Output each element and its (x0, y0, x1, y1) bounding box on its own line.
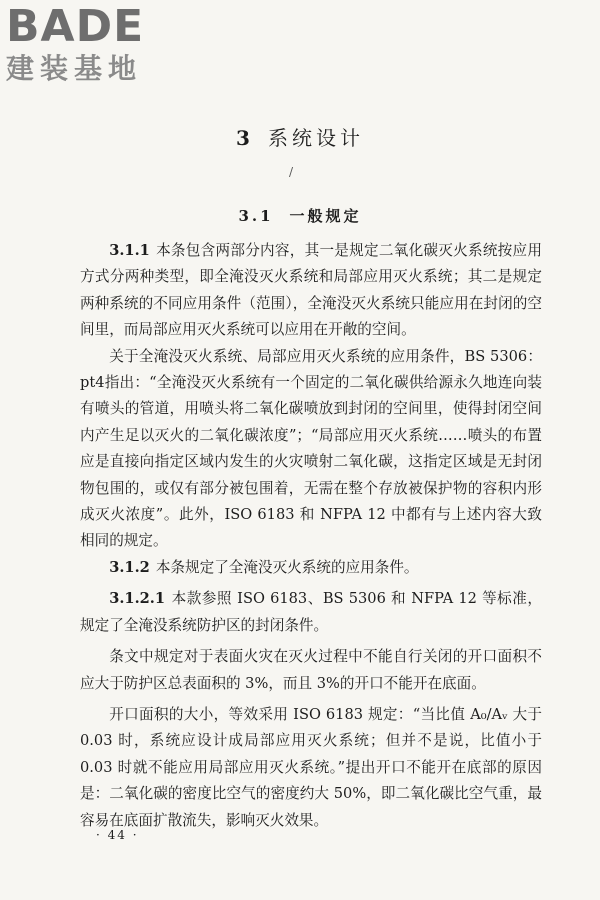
paragraph (80, 644, 542, 697)
paragraph-text: 本款参照 ISO 6183、BS 5306 和 NFPA 12 等标准，规定了全淹没系统防护区的封闭条件。 (80, 590, 542, 634)
chapter-title (0, 122, 600, 151)
stray-mark: / (289, 165, 294, 179)
clause-number: 3.1.2 (109, 558, 150, 576)
page-number: · 44 · (96, 828, 139, 842)
chapter-number: 3 (236, 126, 254, 150)
paragraph (80, 555, 542, 581)
section-title (0, 205, 600, 226)
paragraph (80, 238, 542, 344)
clause-number: 3.1.1 (109, 242, 150, 259)
paragraph-text: 关于全淹没灭火系统、局部应用灭火系统的应用条件，BS 5306：pt4指出：“全淹没灭火系统有一个固定的二氧化碳供给源永久地连向装有喷头的管道，用喷头将二氧化碳喷放到封闭的空间里，使得封闭空间内产生足以灭火的二氧化碳浓度”；“局部应用灭火系统……喷头的布置应是直接向指定区域内发生的火灾喷射二氧化碳，这指定区域是无封闭物包围的，或仅有部分被包围着，无需在整个存放被保护物的容积内形成灭火浓度”。此外，ISO 6183 和 NFPA 12 中都有与上述内容大致相同的规定。 (80, 347, 542, 550)
paragraph (80, 702, 542, 834)
paragraph (80, 344, 542, 555)
logo-subtitle: 建装基地 (6, 52, 143, 85)
bade-logo (6, 1, 176, 86)
paragraph-text: 开口面积的大小，等效采用 ISO 6183 规定：“当比值 A₀/Aᵥ 大于 0.03 时，系统应设计成局部应用灭火系统；但并不是说，比值小于 0.03 时就不能应用局部应用灭火系统。”提出开口不能开在底部的原因是：二氧化碳的密度比空气的密度约大 50%，即二氧化碳比空气重，最容易在底面扩散流失，影响灭火效果。 (80, 705, 542, 829)
paragraph-text: 条文中规定对于表面火灾在灭火过程中不能自行关闭的开口面积不应大于防护区总表面积的 3%，而且 3%的开口不能开在底面。 (80, 648, 542, 692)
clause-number: 3.1.2.1 (109, 590, 166, 608)
chapter-title-text: 系统设计 (267, 126, 364, 150)
body-text (80, 238, 542, 834)
paragraph-text: 本条包含两部分内容，其一是规定二氧化碳灭火系统按应用方式分两种类型，即全淹没灭火系统和局部应用灭火系统；其二是规定两种系统的不同应用条件（范围），全淹没灭火系统只能应用在封闭的空间里，而局部应用灭火系统可以应用在开敞的空间。 (80, 242, 542, 339)
section-title-text: 一般规定 (289, 207, 362, 225)
paragraph-text: 本条规定了全淹没灭火系统的应用条件。 (155, 558, 419, 576)
paragraph (80, 586, 542, 639)
logo-mark: BADE (6, 1, 145, 52)
section-number: 3.1 (238, 207, 274, 225)
